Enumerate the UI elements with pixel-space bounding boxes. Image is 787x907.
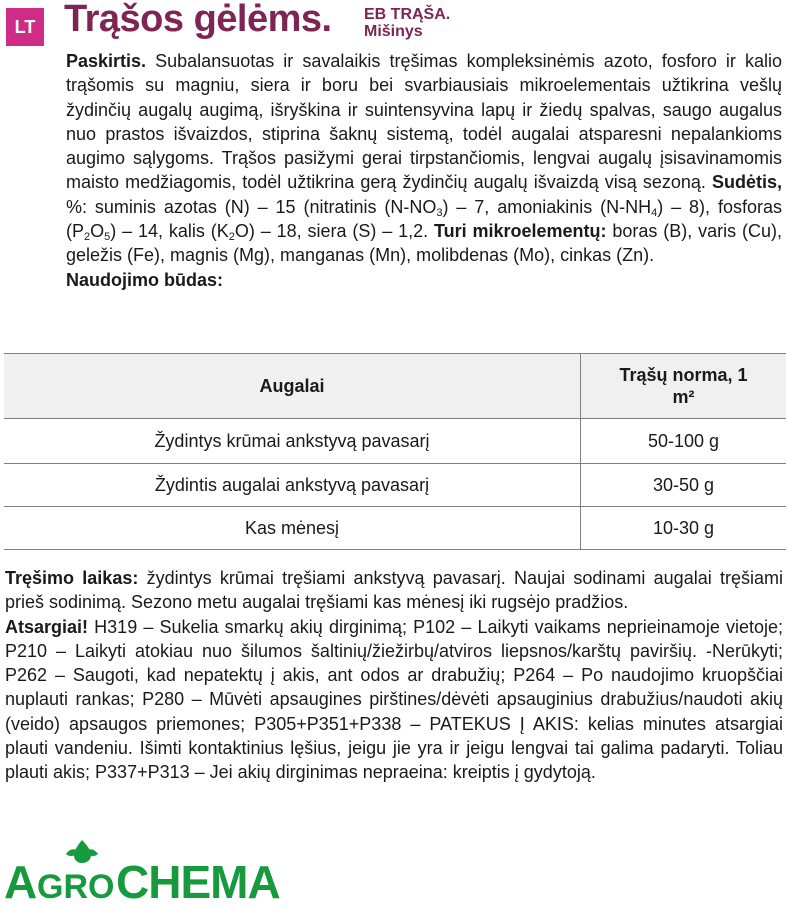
subscript: 4 xyxy=(651,206,658,219)
logo-letter-a: A xyxy=(4,856,38,902)
header xyxy=(6,0,786,48)
timing-label: Tręšimo laikas: xyxy=(5,568,139,588)
rate-cell: 10-30 g xyxy=(581,507,787,550)
plant-cell: Kas mėnesį xyxy=(4,507,581,550)
language-badge: LT xyxy=(6,8,44,46)
composition-text: ) – 14, kalis (K xyxy=(110,221,229,242)
subtitle-line-1: EB TRĄŠA. xyxy=(364,6,451,23)
subscript: 2 xyxy=(84,231,91,244)
plant-cell: Žydintys krūmai ankstyvą pavasarį xyxy=(4,419,581,464)
composition-text: O xyxy=(90,221,105,242)
purpose-label: Paskirtis. xyxy=(66,51,147,71)
subscript: 5 xyxy=(104,231,111,244)
column-header-rate xyxy=(581,354,787,419)
composition-label: Sudėtis, xyxy=(711,172,782,193)
composition-text: ) – 7, amoniakinis (N-NH xyxy=(442,196,652,217)
subscript: 3 xyxy=(436,206,443,219)
bottom-section xyxy=(5,566,783,785)
timing-text: žydintys krūmai tręšiami ankstyvą pavasarį. Naujai sodinami augalai tręšiami prieš sodinimą. Sezono metu augalai tręšiami kas mėnesį iki rugsėjo pradžios. xyxy=(5,568,783,613)
caution-label: Atsargiai! xyxy=(5,616,89,637)
leaf-drop-icon xyxy=(66,840,98,863)
caution-paragraph xyxy=(5,615,783,785)
rate-cell: 30-50 g xyxy=(581,464,787,507)
micro-text: boras (B), varis (Cu), geležis (Fe), magnis (Mg), manganas (Mn), molibdenas (Mo), cinkas (Zn). xyxy=(66,221,782,266)
composition-text: ) – 8), fosforas (P xyxy=(66,196,782,242)
subtitle-line-2: Mišinys xyxy=(364,23,423,40)
product-title: Trąšos gėlėms. xyxy=(64,0,332,40)
usage-heading: Naudojimo būdas: xyxy=(66,269,223,290)
composition-text: %: suminis azotas (N) – 15 (nitratinis (N-NO xyxy=(66,196,437,217)
product-subtitle xyxy=(364,6,450,40)
table-row xyxy=(4,419,786,464)
column-header-plants: Augalai xyxy=(4,354,581,419)
plant-cell: Žydintis augalai ankstyvą pavasarį xyxy=(4,464,581,507)
table-row xyxy=(4,464,786,507)
subscript: 2 xyxy=(228,231,235,244)
logo-letters-gro: GRO xyxy=(37,868,115,902)
micro-label: Turi mikroelementų: xyxy=(433,221,607,242)
intro-paragraph xyxy=(66,49,782,292)
rate-cell: 50-100 g xyxy=(581,419,787,464)
table-row xyxy=(4,507,786,550)
agrochema-logo xyxy=(4,838,304,902)
intro-section xyxy=(66,49,782,292)
caution-text: H319 – Sukelia smarkų akių dirginimą; P102 – Laikyti vaikams neprieinamoje vietoje; P210 – Laikyti atokiau nuo šilumos šaltinių/žiežirbų/atviros liepsnos/karštų paviršių. -Nerūkyti; P262 – Saugoti, kad nepatektų į akis, ant odos ar drabužių; P264 – Po naudojimo kruopščiai nuplauti rankas; P280 – Mūvėti apsaugines pirštines/dėvėti apsauginius drabužius/naudoti akių (veido) apsaugos priemones; P305+P351+P338 – PATEKUS Į AKIS: kelias minutes atsargiai plauti vandeniu. Išimti kontaktinius lęšius, jeigu jie yra ir jeigu lengvai tai galima padaryti. Toliau plauti akis; P337+P313 – Jei akių dirginimas nepraeina: kreiptis į gydytoją. xyxy=(5,616,783,783)
composition-text: O) – 18, siera (S) – 1,2. xyxy=(234,221,434,242)
dosage-table xyxy=(4,353,786,550)
logo-graphic xyxy=(4,838,304,902)
table-header-row xyxy=(4,354,786,419)
timing-paragraph xyxy=(5,566,783,615)
rate-header-text: Trąšų norma, 1 m² xyxy=(619,365,748,407)
logo-letters-chema: CHEMA xyxy=(116,856,280,902)
purpose-text: Subalansuotas ir savalaikis tręšimas kompleksinėmis azoto, fosforo ir kalio trąšomis su magniu, siera ir boru bei svarbiausiais mikroelementais užtikrina vešlų žydinčių augalų augimą, išryškina ir suintensyvina lapų ir žiedų spalvas, saugo augalus nuo prastos išvaizdos, stiprina šaknų sistemą, todėl augalai atsparesni nepalankioms augimo sąlygoms. Trąšos pasižymi gerai tirpstančiomis, lengvai augalų įsisavinamomis maisto medžiagomis, todėl užtikrina gerą žydinčių augalų išvaizdą visą sezoną. xyxy=(66,51,782,193)
